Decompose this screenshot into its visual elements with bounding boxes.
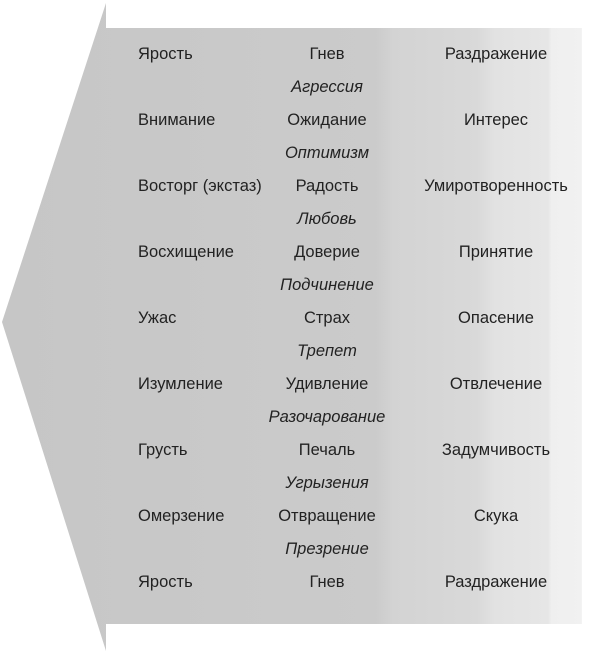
dyad-emotion: Агрессия: [291, 78, 363, 96]
strong-emotion: Ужас: [138, 309, 177, 327]
emotion-row: [0, 42, 596, 66]
dyad-emotion: Трепет: [297, 342, 357, 360]
emotion-row: [0, 372, 596, 396]
strong-emotion: Внимание: [138, 111, 216, 129]
strong-emotion: Грусть: [138, 441, 188, 459]
basic-emotion: Доверие: [294, 243, 360, 261]
mild-emotion: Интерес: [463, 111, 529, 129]
emotion-row: [0, 108, 596, 132]
emotion-row: [0, 570, 596, 594]
dyad-emotion: Подчинение: [280, 276, 374, 294]
emotion-row: [0, 240, 596, 264]
basic-emotion: Ожидание: [287, 111, 367, 129]
basic-emotion: Страх: [303, 309, 351, 327]
dyad-emotion: Разочарование: [268, 408, 386, 426]
basic-emotion: Гнев: [309, 45, 345, 63]
dyad-emotion: Презрение: [285, 540, 369, 558]
mild-emotion: Отвлечение: [449, 375, 543, 393]
mild-emotion: Задумчивость: [441, 441, 551, 459]
dyad-emotion: Угрызения: [285, 474, 369, 492]
dyad-emotion: Оптимизм: [284, 144, 370, 162]
basic-emotion: Удивление: [285, 375, 369, 393]
basic-emotion: Радость: [295, 177, 359, 195]
basic-emotion: Печаль: [298, 441, 356, 459]
strong-emotion: Восторг (экстаз): [138, 177, 262, 195]
strong-emotion: Омерзение: [138, 507, 225, 525]
strong-emotion: Ярость: [138, 45, 193, 63]
emotion-row: [0, 438, 596, 462]
strong-emotion: Ярость: [138, 573, 193, 591]
basic-emotion: Гнев: [309, 573, 345, 591]
emotion-row: [0, 174, 596, 198]
mild-emotion: Принятие: [458, 243, 534, 261]
dyad-emotion: Любовь: [297, 210, 357, 228]
basic-emotion: Отвращение: [278, 507, 376, 525]
mild-emotion: Умиротворенность: [424, 177, 568, 195]
mild-emotion: Скука: [473, 507, 519, 525]
mild-emotion: Опасение: [458, 309, 534, 327]
strong-emotion: Изумление: [138, 375, 223, 393]
strong-emotion: Восхищение: [138, 243, 234, 261]
emotion-row: [0, 306, 596, 330]
emotion-row: [0, 504, 596, 528]
mild-emotion: Раздражение: [444, 45, 548, 63]
mild-emotion: Раздражение: [444, 573, 548, 591]
